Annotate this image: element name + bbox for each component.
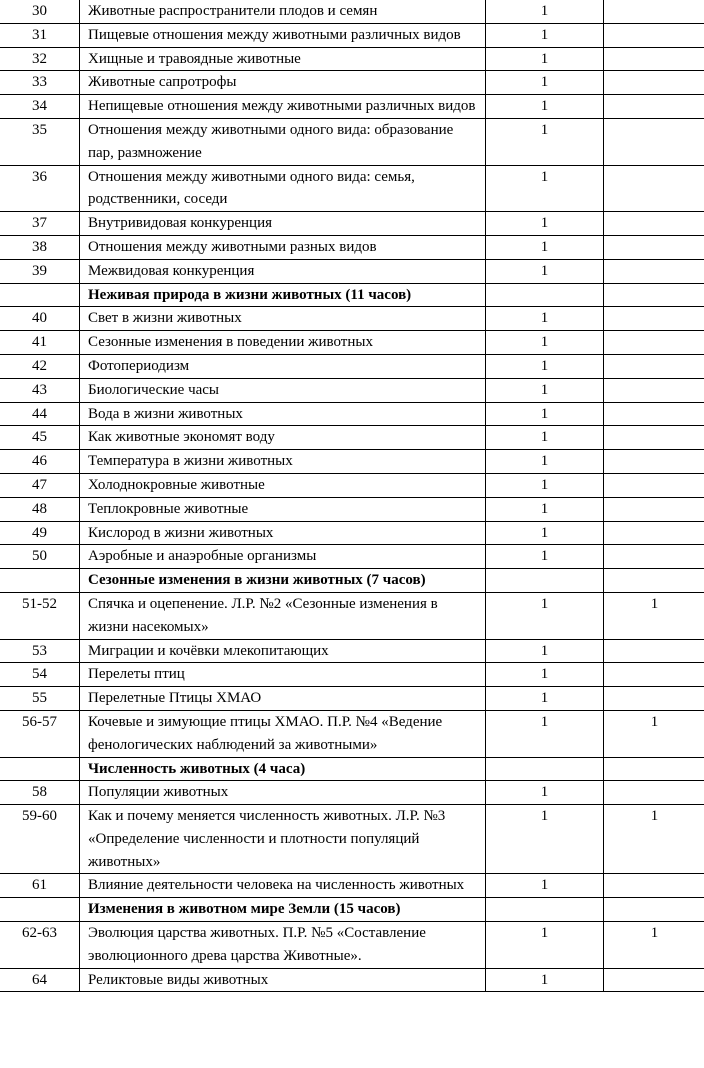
lesson-number-cell: 36 [0,165,80,212]
table-row [0,0,704,23]
practical-work-cell [604,426,704,450]
table-row [0,968,704,992]
hours-cell: 1 [486,639,604,663]
table-row [0,805,704,874]
lesson-number-cell [0,283,80,307]
practical-work-cell [604,331,704,355]
lesson-number-cell: 58 [0,781,80,805]
hours-cell: 1 [486,521,604,545]
practical-work-cell [604,118,704,165]
practical-work-cell [604,71,704,95]
lesson-title-cell: Перелетные Птицы ХМАО [80,687,486,711]
practical-work-cell [604,307,704,331]
table-row [0,47,704,71]
hours-cell: 1 [486,497,604,521]
practical-work-cell [604,968,704,992]
table-row [0,331,704,355]
lesson-title-cell: Аэробные и анаэробные организмы [80,545,486,569]
lesson-number-cell: 53 [0,639,80,663]
lesson-number-cell: 31 [0,23,80,47]
lesson-number-cell [0,757,80,781]
hours-cell: 1 [486,0,604,23]
table-row [0,118,704,165]
hours-cell [486,898,604,922]
lesson-title-cell: Хищные и травоядные животные [80,47,486,71]
practical-work-cell: 1 [604,710,704,757]
lesson-number-cell [0,898,80,922]
section-header-row [0,283,704,307]
practical-work-cell [604,235,704,259]
lesson-title-cell: Как животные экономят воду [80,426,486,450]
lesson-number-cell: 39 [0,259,80,283]
hours-cell: 1 [486,687,604,711]
section-title-cell: Сезонные изменения в жизни животных (7 часов) [80,569,486,593]
table-row [0,165,704,212]
lesson-number-cell: 35 [0,118,80,165]
hours-cell: 1 [486,781,604,805]
lesson-title-cell: Популяции животных [80,781,486,805]
hours-cell: 1 [486,592,604,639]
lesson-title-cell: Спячка и оцепенение. Л.Р. №2 «Сезонные изменения в жизни насекомых» [80,592,486,639]
lesson-number-cell: 46 [0,450,80,474]
practical-work-cell: 1 [604,592,704,639]
table-row [0,402,704,426]
lesson-title-cell: Теплокровные животные [80,497,486,521]
lesson-title-cell: Межвидовая конкуренция [80,259,486,283]
lesson-title-cell: Отношения между животными одного вида: образование пар, размножение [80,118,486,165]
lesson-number-cell: 47 [0,473,80,497]
practical-work-cell [604,497,704,521]
lesson-number-cell: 43 [0,378,80,402]
lesson-number-cell: 54 [0,663,80,687]
hours-cell: 1 [486,378,604,402]
table-row [0,378,704,402]
lesson-title-cell: Биологические часы [80,378,486,402]
lesson-title-cell: Вода в жизни животных [80,402,486,426]
practical-work-cell [604,663,704,687]
lesson-title-cell: Температура в жизни животных [80,450,486,474]
practical-work-cell [604,283,704,307]
practical-work-cell [604,898,704,922]
practical-work-cell [604,521,704,545]
lesson-title-cell: Как и почему меняется численность животных. Л.Р. №3 «Определение численности и плотности популяций животных» [80,805,486,874]
hours-cell: 1 [486,663,604,687]
hours-cell: 1 [486,874,604,898]
table-row [0,521,704,545]
hours-cell: 1 [486,71,604,95]
lesson-title-cell: Сезонные изменения в поведении животных [80,331,486,355]
table-row [0,307,704,331]
lesson-number-cell: 48 [0,497,80,521]
table-row [0,874,704,898]
lesson-title-cell: Отношения между животными разных видов [80,235,486,259]
hours-cell: 1 [486,402,604,426]
practical-work-cell [604,378,704,402]
lesson-number-cell: 49 [0,521,80,545]
lesson-title-cell: Животные распространители плодов и семян [80,0,486,23]
lesson-number-cell: 64 [0,968,80,992]
practical-work-cell: 1 [604,805,704,874]
section-title-cell: Изменения в животном мире Земли (15 часов) [80,898,486,922]
lesson-title-cell: Непищевые отношения между животными различных видов [80,95,486,119]
lesson-title-cell: Влияние деятельности человека на численность животных [80,874,486,898]
table-row [0,497,704,521]
lesson-title-cell: Эволюция царства животных. П.Р. №5 «Составление эволюционного древа царства Животные». [80,922,486,969]
table-row [0,473,704,497]
lesson-title-cell: Перелеты птиц [80,663,486,687]
practical-work-cell [604,402,704,426]
table-row [0,426,704,450]
table-row [0,687,704,711]
hours-cell: 1 [486,545,604,569]
lesson-title-cell: Фотопериодизм [80,354,486,378]
table-row [0,259,704,283]
lesson-title-cell: Реликтовые виды животных [80,968,486,992]
lesson-number-cell: 37 [0,212,80,236]
table-row [0,781,704,805]
lesson-title-cell: Пищевые отношения между животными различных видов [80,23,486,47]
table-row [0,71,704,95]
practical-work-cell [604,47,704,71]
lesson-title-cell: Животные сапротрофы [80,71,486,95]
lesson-number-cell: 42 [0,354,80,378]
hours-cell: 1 [486,47,604,71]
lesson-number-cell: 59-60 [0,805,80,874]
table-row [0,235,704,259]
practical-work-cell [604,757,704,781]
practical-work-cell [604,781,704,805]
lesson-title-cell: Миграции и кочёвки млекопитающих [80,639,486,663]
hours-cell: 1 [486,450,604,474]
practical-work-cell [604,95,704,119]
hours-cell: 1 [486,23,604,47]
hours-cell: 1 [486,354,604,378]
practical-work-cell [604,687,704,711]
hours-cell [486,283,604,307]
section-header-row [0,569,704,593]
practical-work-cell [604,23,704,47]
hours-cell [486,569,604,593]
table-row [0,95,704,119]
lesson-number-cell: 30 [0,0,80,23]
hours-cell: 1 [486,259,604,283]
lesson-title-cell: Свет в жизни животных [80,307,486,331]
table-row [0,639,704,663]
practical-work-cell [604,450,704,474]
section-title-cell: Неживая природа в жизни животных (11 часов) [80,283,486,307]
lesson-number-cell: 34 [0,95,80,119]
lesson-number-cell: 41 [0,331,80,355]
practical-work-cell [604,639,704,663]
hours-cell: 1 [486,118,604,165]
lesson-title-cell: Отношения между животными одного вида: семья, родственники, соседи [80,165,486,212]
hours-cell: 1 [486,710,604,757]
practical-work-cell [604,874,704,898]
hours-cell: 1 [486,922,604,969]
lesson-number-cell: 45 [0,426,80,450]
practical-work-cell [604,354,704,378]
practical-work-cell [604,259,704,283]
lesson-number-cell: 33 [0,71,80,95]
hours-cell: 1 [486,307,604,331]
section-header-row [0,757,704,781]
table-row [0,212,704,236]
lesson-title-cell: Кочевые и зимующие птицы ХМАО. П.Р. №4 «Ведение фенологических наблюдений за животными» [80,710,486,757]
hours-cell [486,757,604,781]
lesson-title-cell: Кислород в жизни животных [80,521,486,545]
lesson-number-cell: 38 [0,235,80,259]
table-row [0,23,704,47]
section-title-cell: Численность животных (4 часа) [80,757,486,781]
hours-cell: 1 [486,968,604,992]
table-row [0,354,704,378]
table-row [0,545,704,569]
lesson-number-cell: 44 [0,402,80,426]
hours-cell: 1 [486,165,604,212]
lesson-title-cell: Внутривидовая конкуренция [80,212,486,236]
table-row [0,922,704,969]
lesson-number-cell: 62-63 [0,922,80,969]
table-row [0,710,704,757]
practical-work-cell: 1 [604,922,704,969]
table-row [0,450,704,474]
table-row [0,592,704,639]
practical-work-cell [604,569,704,593]
hours-cell: 1 [486,212,604,236]
lesson-number-cell: 56-57 [0,710,80,757]
hours-cell: 1 [486,235,604,259]
hours-cell: 1 [486,331,604,355]
lesson-number-cell: 55 [0,687,80,711]
table-row [0,663,704,687]
hours-cell: 1 [486,805,604,874]
hours-cell: 1 [486,426,604,450]
lesson-number-cell: 50 [0,545,80,569]
lesson-number-cell: 61 [0,874,80,898]
section-header-row [0,898,704,922]
lesson-number-cell [0,569,80,593]
practical-work-cell [604,473,704,497]
lesson-title-cell: Холоднокровные животные [80,473,486,497]
lesson-number-cell: 32 [0,47,80,71]
lesson-number-cell: 51-52 [0,592,80,639]
hours-cell: 1 [486,95,604,119]
practical-work-cell [604,212,704,236]
practical-work-cell [604,545,704,569]
practical-work-cell [604,165,704,212]
practical-work-cell [604,0,704,23]
lesson-number-cell: 40 [0,307,80,331]
hours-cell: 1 [486,473,604,497]
